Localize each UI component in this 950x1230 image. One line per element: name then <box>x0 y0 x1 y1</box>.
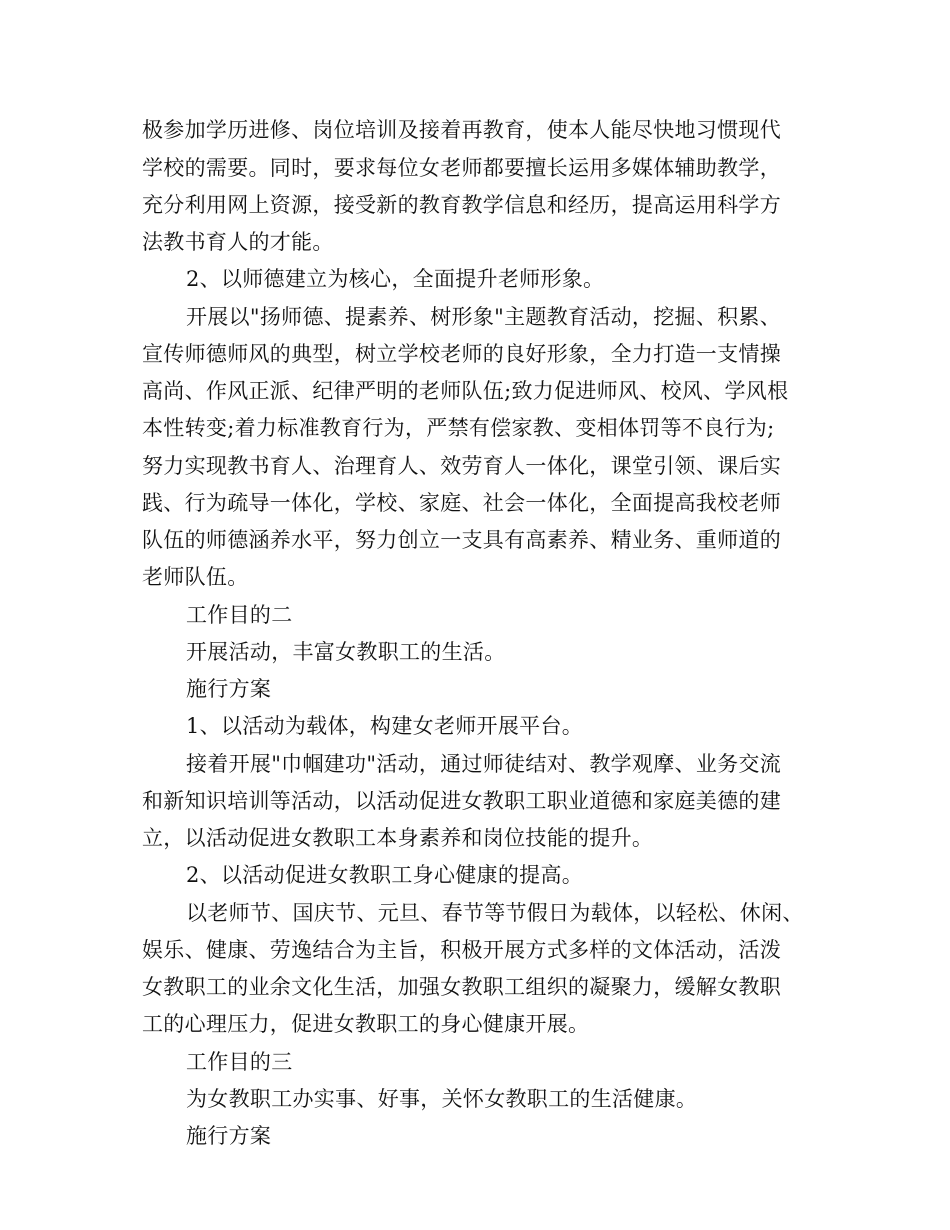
text-line: 宣传师德师风的典型，树立学校老师的良好形象，全力打造一支情操 <box>142 342 781 366</box>
section-heading: 2、以活动促进女教职工身心健康的提高。 <box>186 863 584 887</box>
text-line: 努力实现教书育人、治理育人、效劳育人一体化，课堂引领、课后实 <box>142 454 781 478</box>
text-line: 立，以活动促进女教职工本身素养和岗位技能的提升。 <box>142 826 654 850</box>
text-line: 充分利用网上资源，接受新的教育教学信息和经历，提高运用科学方 <box>142 193 781 217</box>
section-heading: 1、以活动为载体，构建女老师开展平台。 <box>186 714 584 738</box>
text-line: 开展以"扬师德、提素养、树形象"主题教育活动，挖掘、积累、 <box>186 305 782 329</box>
text-line: 和新知识培训等活动，以活动促进女教职工职业道德和家庭美德的建 <box>142 789 781 813</box>
text-line: 为女教职工办实事、好事，关怀女教职工的生活健康。 <box>186 1087 698 1111</box>
text-line: 法教书育人的才能。 <box>142 230 334 254</box>
section-heading: 2、以师德建立为核心，全面提升老师形象。 <box>186 267 605 291</box>
section-heading: 施行方案 <box>186 677 272 701</box>
text-line: 学校的需要。同时，要求每位女老师都要擅长运用多媒体辅助教学， <box>142 156 781 180</box>
section-heading: 工作目的二 <box>186 603 293 627</box>
text-line: 开展活动，丰富女教职工的生活。 <box>186 640 506 664</box>
text-line: 高尚、作风正派、纪律严明的老师队伍;致力促进师风、校风、学风根 <box>142 379 789 403</box>
text-line: 接着开展"巾帼建功"活动，通过师徒结对、教学观摩、业务交流 <box>186 752 782 776</box>
text-line: 队伍的师德涵养水平，努力创立一支具有高素养、精业务、重师道的 <box>142 528 781 552</box>
section-heading: 施行方案 <box>186 1124 272 1148</box>
section-heading: 工作目的三 <box>186 1050 293 1074</box>
text-line: 女教职工的业余文化生活，加强女教职工组织的凝聚力，缓解女教职 <box>142 975 781 999</box>
text-line: 老师队伍。 <box>142 565 249 589</box>
text-line: 工的心理压力，促进女教职工的身心健康开展。 <box>142 1012 590 1036</box>
text-line: 本性转变;着力标准教育行为，严禁有偿家教、变相体罚等不良行为; <box>142 416 775 440</box>
text-line: 娱乐、健康、劳逸结合为主旨，积极开展方式多样的文体活动，活泼 <box>142 938 781 962</box>
text-line: 践、行为疏导一体化，学校、家庭、社会一体化，全面提高我校老师 <box>142 491 781 515</box>
text-line: 以老师节、国庆节、元旦、春节等节假日为载体，以轻松、休闲、 <box>186 901 804 925</box>
text-line: 极参加学历进修、岗位培训及接着再教育，使本人能尽快地习惯现代 <box>142 118 781 142</box>
